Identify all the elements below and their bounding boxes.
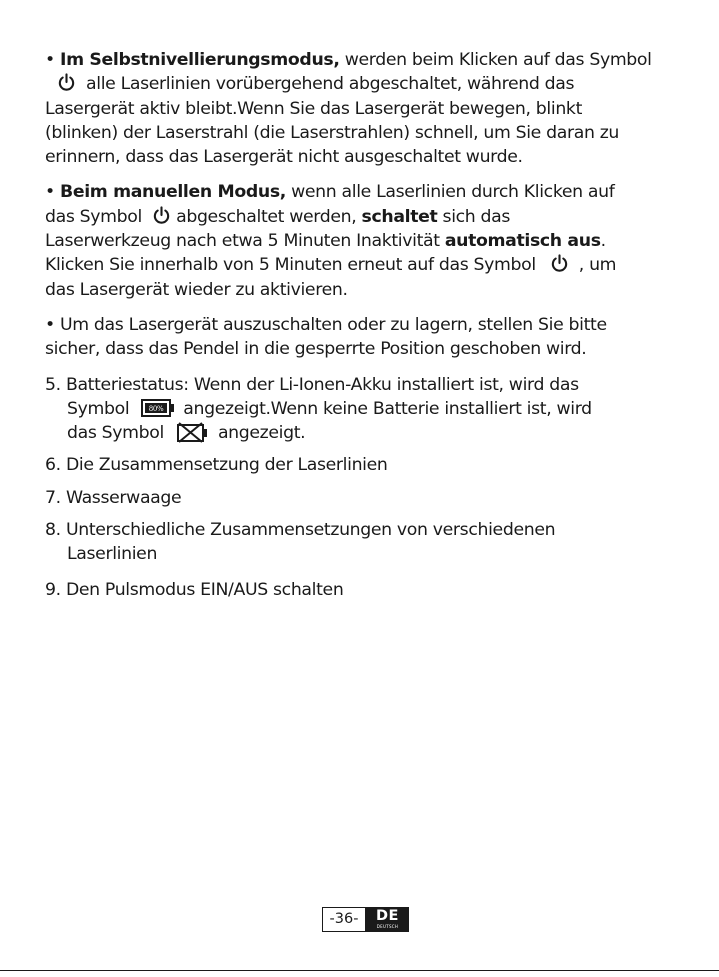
text: das Symbol [45, 206, 142, 227]
text: Laserwerkzeug nach etwa 5 Minuten Inaktivität [45, 231, 445, 252]
battery-percent: 80% [149, 404, 164, 413]
text: wenn alle Laserlinien durch Klicken auf [285, 182, 615, 203]
text: angezeigt.Wenn keine Batterie installiert ist, wird [183, 398, 592, 419]
paragraph-self-leveling [45, 48, 685, 169]
paragraph-storage [45, 313, 685, 362]
page-content [45, 48, 685, 602]
line: (blinken) der Laserstrahl (die Laserstrahlen) schnell, um Sie daran zu [45, 122, 620, 143]
text: abgeschaltet werden, [170, 206, 362, 227]
line [45, 205, 685, 229]
power-icon [57, 73, 76, 92]
text: Den Pulsmodus EIN/AUS schalten [60, 579, 344, 600]
bullet: • [45, 314, 55, 335]
list-item-7 [45, 486, 685, 510]
line [45, 48, 685, 72]
bold-text: Im Selbstnivellierungsmodus, [60, 50, 340, 70]
bottom-divider [0, 970, 719, 971]
bold-text: Beim manuellen Modus, [60, 182, 286, 203]
line: Lasergerät aktiv bleibt.Wenn Sie das Lasergerät bewegen, blinkt [45, 98, 582, 119]
text: angezeigt. [217, 423, 306, 444]
line: erinnern, dass das Lasergerät nicht ausgeschaltet wurde. [45, 147, 523, 168]
line [45, 421, 685, 445]
no-battery-icon [176, 421, 210, 443]
text: . [600, 231, 606, 252]
text: Symbol [67, 398, 130, 419]
text: Um das Lasergerät auszuschalten oder zu lagern, stellen Sie bitte [54, 314, 607, 335]
line [45, 518, 685, 542]
list-item-9 [45, 578, 685, 602]
item-number: 8. [45, 520, 61, 541]
text: , um [578, 255, 617, 276]
line [45, 180, 685, 204]
line [45, 373, 685, 397]
page-footer [322, 907, 409, 932]
line [45, 397, 685, 421]
list-item-6 [45, 453, 685, 477]
item-number: 6. [45, 455, 61, 476]
item-number: 9. [45, 579, 61, 600]
line: sicher, dass das Pendel in die gesperrte Position geschoben wird. [45, 339, 587, 360]
line [45, 253, 685, 277]
paragraph-manual-mode [45, 180, 685, 301]
text: Klicken Sie innerhalb von 5 Minuten erneut auf das Symbol [45, 255, 536, 276]
line [45, 72, 685, 96]
bold-text: schaltet [361, 206, 438, 227]
bold-text: automatisch aus [444, 231, 601, 252]
item-number: 5. [45, 374, 61, 395]
language-name: DEUTSCH [376, 924, 399, 929]
text: Unterschiedliche Zusammensetzungen von verschiedenen [60, 520, 556, 541]
bullet: • [45, 182, 55, 203]
battery-80-icon [141, 399, 175, 417]
text: das Symbol [67, 423, 164, 444]
line: das Lasergerät wieder zu aktivieren. [45, 279, 348, 300]
language-badge [366, 907, 409, 932]
language-code: DE [376, 908, 399, 924]
list-item-5 [45, 373, 685, 446]
power-icon [152, 206, 171, 225]
text: Batteriestatus: Wenn der Li-Ionen-Akku installiert ist, wird das [60, 374, 579, 395]
line: Laserlinien [67, 544, 158, 565]
line [45, 229, 685, 253]
text: werden beim Klicken auf das Symbol [339, 50, 652, 70]
text: Die Zusammensetzung der Laserlinien [60, 455, 388, 476]
text: Wasserwaage [60, 487, 182, 508]
text: sich das [437, 206, 511, 227]
list-item-8 [45, 518, 685, 567]
text: alle Laserlinien vorübergehend abgeschaltet, während das [86, 74, 575, 95]
bullet: • [45, 50, 55, 70]
line [45, 313, 685, 337]
power-icon [550, 254, 569, 273]
page-number: -36- [322, 907, 366, 932]
item-number: 7. [45, 487, 61, 508]
